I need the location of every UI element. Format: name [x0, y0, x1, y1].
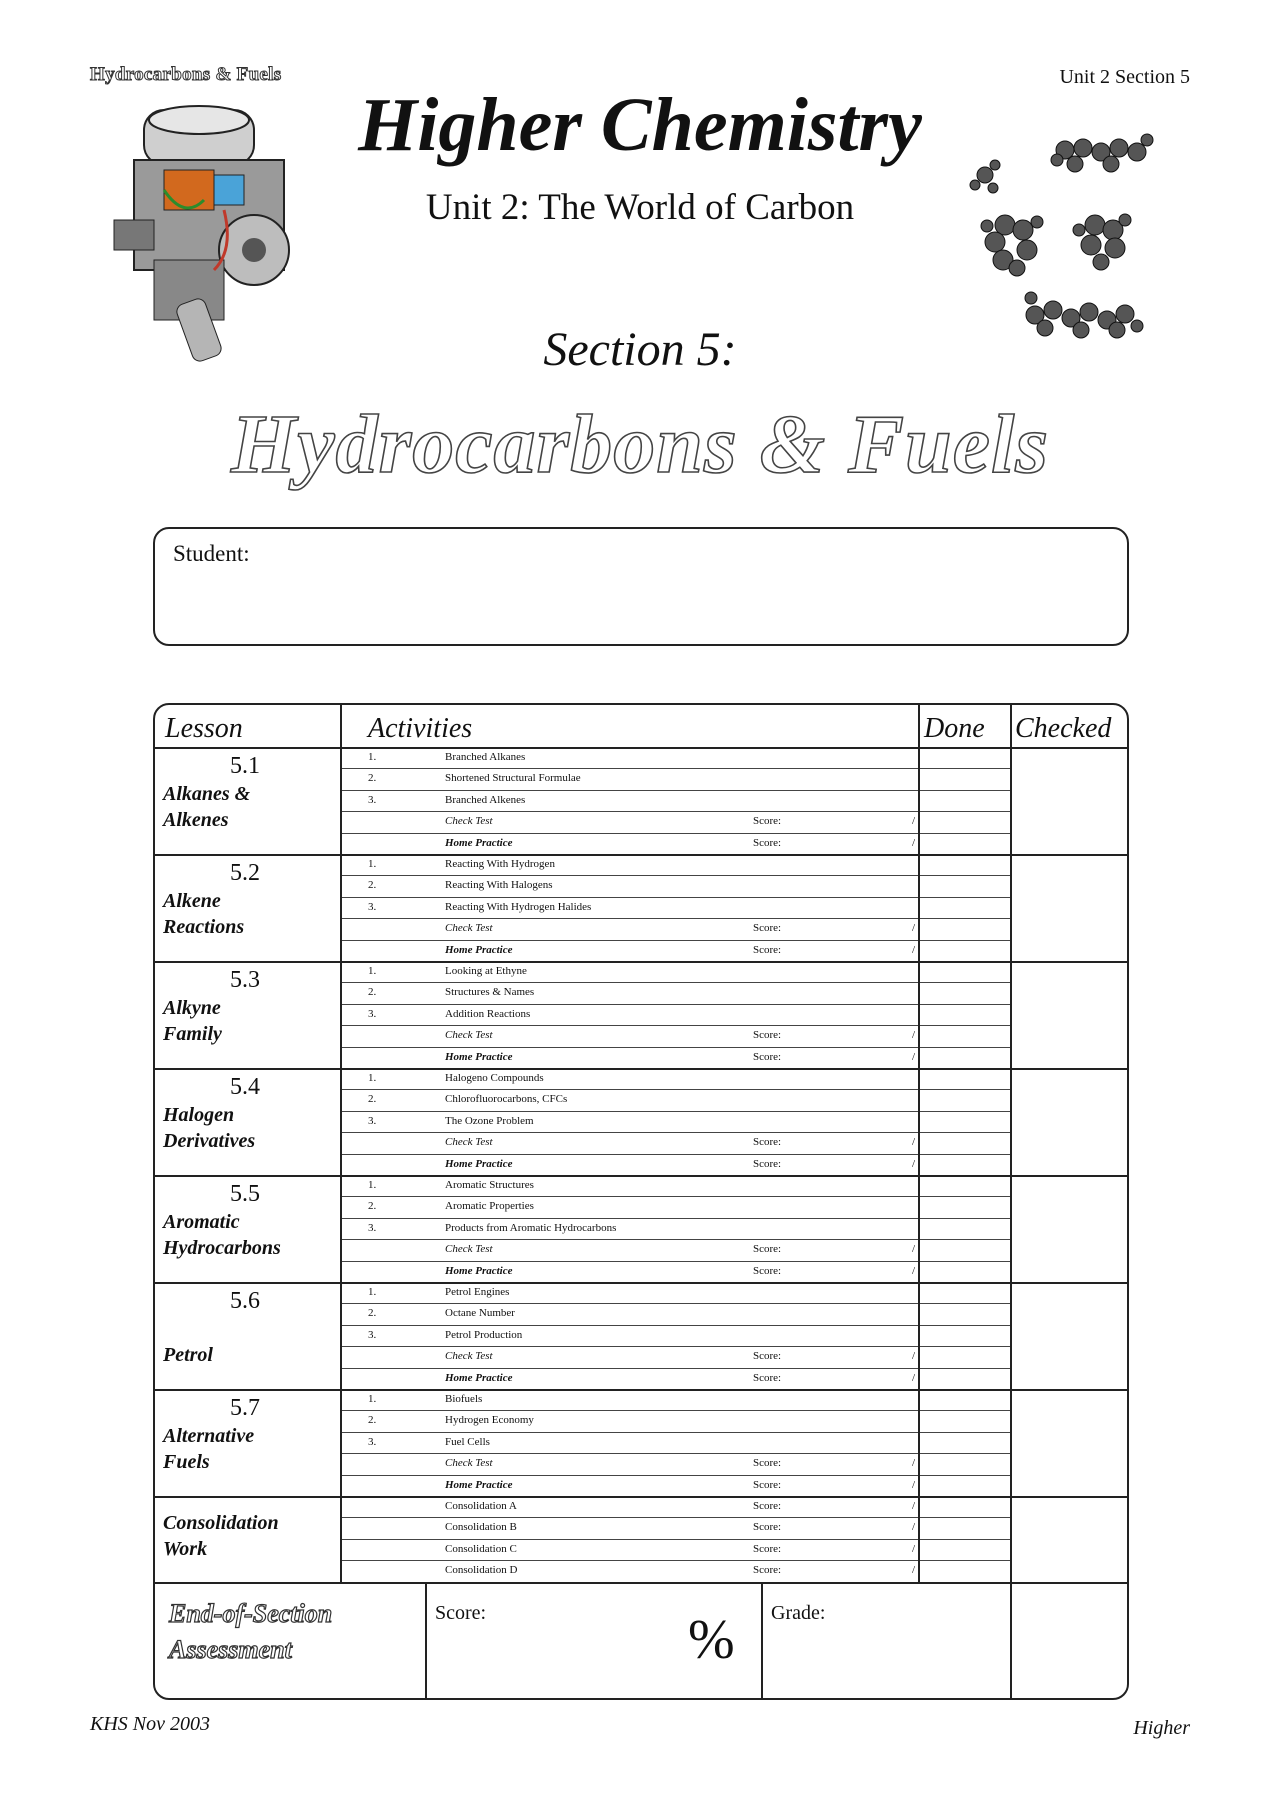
- home-practice-label: Home Practice: [445, 836, 513, 849]
- check-test-label: Check Test: [445, 1350, 493, 1363]
- assessment-row: [155, 1582, 1127, 1700]
- lesson-number: 5.7: [230, 1395, 260, 1421]
- row-divider: [340, 1111, 1010, 1112]
- row-divider: [340, 1410, 1010, 1411]
- home-practice-label: Home Practice: [445, 1478, 513, 1491]
- score-label: Score:: [753, 836, 782, 849]
- activity-number: 2.: [368, 1200, 377, 1213]
- activity-number: 2.: [368, 772, 377, 785]
- section-title: Hydrocarbons & Fuels: [230, 398, 1050, 491]
- assessment-score-label: Score:: [435, 1601, 487, 1624]
- score-label: Score:: [753, 943, 782, 956]
- activity-item: Halogeno Compounds: [445, 1072, 544, 1084]
- footer-right: Higher: [1133, 1717, 1190, 1739]
- col-divider-checked: [1010, 705, 1012, 1700]
- activity-number: 1.: [368, 1393, 377, 1405]
- row-divider: [340, 1346, 1010, 1347]
- row-divider: [340, 1475, 1010, 1476]
- header-done: Done: [924, 713, 985, 744]
- assessment-line2: Assessment: [169, 1634, 292, 1664]
- lesson-name-line1: Aromatic: [163, 1211, 240, 1233]
- score-slash: /: [912, 1264, 916, 1277]
- lesson-name-line1: Alternative: [163, 1425, 255, 1447]
- activity-item: Biofuels: [445, 1393, 483, 1405]
- footer-left: KHS Nov 2003: [90, 1713, 210, 1735]
- lesson-name-line1: Alkanes &: [163, 783, 251, 805]
- row-divider: [340, 1196, 1010, 1197]
- score-slash: /: [912, 1029, 916, 1042]
- activity-item: Branched Alkenes: [445, 793, 526, 806]
- score-slash: /: [912, 1542, 916, 1555]
- home-practice-label: Home Practice: [445, 1157, 513, 1170]
- header-checked: Checked: [1015, 713, 1112, 744]
- score-slash: /: [912, 1521, 916, 1534]
- activity-item: Shortened Structural Formulae: [445, 772, 581, 785]
- lesson-divider: [155, 1496, 1127, 1498]
- row-divider: [340, 1132, 1010, 1133]
- grade-label: Grade:: [771, 1601, 826, 1624]
- check-test-label: Check Test: [445, 922, 493, 935]
- lesson-name-line2: Alkenes: [163, 809, 229, 831]
- activity-number: 1.: [368, 1072, 377, 1084]
- header-left: Hydrocarbons & Fuels: [90, 64, 282, 85]
- activity-item: Fuel Cells: [445, 1435, 490, 1448]
- lesson-name-line2: Family: [163, 1023, 222, 1045]
- consolidation-line2: Work: [163, 1538, 208, 1560]
- activity-number: 1.: [368, 751, 377, 763]
- row-divider: [340, 1261, 1010, 1262]
- lesson-number: 5.4: [230, 1074, 260, 1100]
- activity-item: Looking at Ethyne: [445, 965, 527, 977]
- activity-item: Aromatic Properties: [445, 1200, 534, 1213]
- lesson-name-line2: Reactions: [163, 916, 245, 938]
- activity-number: 2.: [368, 1093, 377, 1106]
- score-label: Score:: [753, 1542, 782, 1555]
- lesson-divider: [155, 1282, 1127, 1284]
- lesson-number: 5.5: [230, 1181, 260, 1207]
- lesson-number: 5.1: [230, 753, 260, 779]
- lesson-name-line2: Petrol: [163, 1344, 213, 1366]
- row-divider: [340, 1089, 1010, 1090]
- unit-subtitle: Unit 2: The World of Carbon: [425, 187, 855, 228]
- row-divider: [340, 1047, 1010, 1048]
- activity-item: Octane Number: [445, 1307, 515, 1320]
- lesson-name-line2: Derivatives: [163, 1130, 256, 1152]
- score-label: Score:: [753, 815, 782, 828]
- score-slash: /: [912, 1500, 916, 1512]
- activity-number: 2.: [368, 1414, 377, 1427]
- activity-number: 1.: [368, 858, 377, 870]
- score-slash: /: [912, 943, 916, 956]
- lesson-name-line2: Hydrocarbons: [163, 1237, 281, 1259]
- assessment-line1: End-of-Section: [169, 1598, 333, 1628]
- lesson-name-line1: Halogen: [163, 1104, 235, 1126]
- activity-item: Products from Aromatic Hydrocarbons: [445, 1221, 617, 1234]
- row-divider: [340, 1154, 1010, 1155]
- check-test-label: Check Test: [445, 1029, 493, 1042]
- check-test-label: Check Test: [445, 815, 493, 828]
- lesson-name-line1: Alkene: [163, 890, 221, 912]
- row-divider: [340, 1004, 1010, 1005]
- activity-item: Aromatic Structures: [445, 1179, 534, 1191]
- activity-item: Petrol Engines: [445, 1286, 510, 1298]
- score-label: Score:: [753, 1564, 782, 1577]
- lesson-name-line2: Fuels: [163, 1451, 210, 1473]
- score-label: Score:: [753, 1371, 782, 1384]
- col-divider-done: [918, 705, 920, 1582]
- activity-number: 2.: [368, 986, 377, 999]
- activity-item: Petrol Production: [445, 1328, 523, 1341]
- activity-number: 1.: [368, 965, 377, 977]
- activity-number: 3.: [368, 1435, 377, 1448]
- activity-item: Reacting With Hydrogen: [445, 858, 555, 870]
- row-divider: [340, 1539, 1010, 1540]
- row-divider: [340, 833, 1010, 834]
- activity-number: 3.: [368, 900, 377, 913]
- activity-number: 3.: [368, 793, 377, 806]
- row-divider: [340, 940, 1010, 941]
- row-divider: [340, 875, 1010, 876]
- activity-item: The Ozone Problem: [445, 1114, 534, 1127]
- activity-number: 2.: [368, 1307, 377, 1320]
- score-label: Score:: [753, 1243, 782, 1256]
- score-label: Score:: [753, 1350, 782, 1363]
- activity-item: Hydrogen Economy: [445, 1414, 534, 1427]
- activity-item: Chlorofluorocarbons, CFCs: [445, 1093, 568, 1106]
- activity-item: Reacting With Halogens: [445, 879, 553, 892]
- consolidation-item: Consolidation D: [445, 1564, 518, 1577]
- lesson-divider: [155, 854, 1127, 856]
- score-slash: /: [912, 922, 916, 935]
- header-lesson: Lesson: [165, 713, 243, 744]
- row-divider: [340, 1517, 1010, 1518]
- lesson-name-line1: Alkyne: [163, 997, 221, 1019]
- activity-item: Structures & Names: [445, 986, 535, 999]
- score-slash: /: [912, 1136, 916, 1149]
- row-divider: [340, 768, 1010, 769]
- row-divider: [340, 1218, 1010, 1219]
- lesson-divider: [155, 1389, 1127, 1391]
- consolidation-item: Consolidation C: [445, 1542, 517, 1555]
- home-practice-label: Home Practice: [445, 1371, 513, 1384]
- home-practice-label: Home Practice: [445, 943, 513, 956]
- activity-item: Reacting With Hydrogen Halides: [445, 900, 592, 913]
- lesson-divider: [155, 1068, 1127, 1070]
- score-slash: /: [912, 836, 916, 849]
- activity-number: 3.: [368, 1007, 377, 1020]
- check-test-label: Check Test: [445, 1243, 493, 1256]
- activity-number: 1.: [368, 1286, 377, 1298]
- consolidation-item: Consolidation B: [445, 1521, 517, 1534]
- score-slash: /: [912, 1371, 916, 1384]
- score-slash: /: [912, 1050, 916, 1063]
- lesson-number: 5.3: [230, 967, 260, 993]
- score-slash: /: [912, 1350, 916, 1363]
- activity-item: Branched Alkanes: [445, 751, 526, 763]
- activity-number: 3.: [368, 1221, 377, 1234]
- check-test-label: Check Test: [445, 1136, 493, 1149]
- row-divider: [340, 897, 1010, 898]
- percent-sign: %: [688, 1608, 735, 1671]
- lesson-number: 5.2: [230, 860, 260, 886]
- score-label: Score:: [753, 1521, 782, 1534]
- check-test-label: Check Test: [445, 1457, 493, 1470]
- row-divider: [340, 1368, 1010, 1369]
- lesson-number: 5.6: [230, 1288, 260, 1314]
- lesson-divider: [155, 961, 1127, 963]
- row-divider: [340, 982, 1010, 983]
- page-title: Higher Chemistry: [358, 83, 922, 167]
- consolidation-item: Consolidation A: [445, 1500, 517, 1512]
- grade-field[interactable]: [763, 1582, 1008, 1700]
- score-field[interactable]: [427, 1582, 759, 1700]
- header-divider: [155, 747, 1127, 749]
- score-slash: /: [912, 1564, 916, 1577]
- score-label: Score:: [753, 1050, 782, 1063]
- lesson-divider: [155, 1175, 1127, 1177]
- consolidation-line1: Consolidation: [163, 1512, 279, 1534]
- row-divider: [340, 811, 1010, 812]
- header-activities: Activities: [368, 713, 473, 744]
- home-practice-label: Home Practice: [445, 1050, 513, 1063]
- student-field[interactable]: [153, 527, 1129, 646]
- row-divider: [340, 1453, 1010, 1454]
- score-label: Score:: [753, 1264, 782, 1277]
- row-divider: [340, 1239, 1010, 1240]
- score-slash: /: [912, 1243, 916, 1256]
- score-label: Score:: [753, 922, 782, 935]
- row-divider: [340, 1432, 1010, 1433]
- activity-number: 1.: [368, 1179, 377, 1191]
- header-right: Unit 2 Section 5: [1059, 66, 1190, 88]
- row-divider: [340, 1025, 1010, 1026]
- score-label: Score:: [753, 1478, 782, 1491]
- score-slash: /: [912, 1457, 916, 1470]
- row-divider: [340, 790, 1010, 791]
- score-label: Score:: [753, 1457, 782, 1470]
- score-label: Score:: [753, 1500, 782, 1512]
- activity-number: 3.: [368, 1114, 377, 1127]
- row-divider: [340, 1303, 1010, 1304]
- section-heading: Section 5:: [543, 323, 737, 376]
- activity-number: 2.: [368, 879, 377, 892]
- activity-number: 3.: [368, 1328, 377, 1341]
- score-label: Score:: [753, 1029, 782, 1042]
- score-label: Score:: [753, 1136, 782, 1149]
- activity-item: Addition Reactions: [445, 1007, 531, 1020]
- student-label: Student:: [173, 541, 250, 566]
- score-slash: /: [912, 815, 916, 828]
- score-slash: /: [912, 1157, 916, 1170]
- row-divider: [340, 918, 1010, 919]
- score-slash: /: [912, 1478, 916, 1491]
- progress-table: [153, 703, 1129, 1700]
- row-divider: [340, 1560, 1010, 1561]
- row-divider: [340, 1325, 1010, 1326]
- home-practice-label: Home Practice: [445, 1264, 513, 1277]
- col-divider-lesson: [340, 705, 342, 1582]
- score-label: Score:: [753, 1157, 782, 1170]
